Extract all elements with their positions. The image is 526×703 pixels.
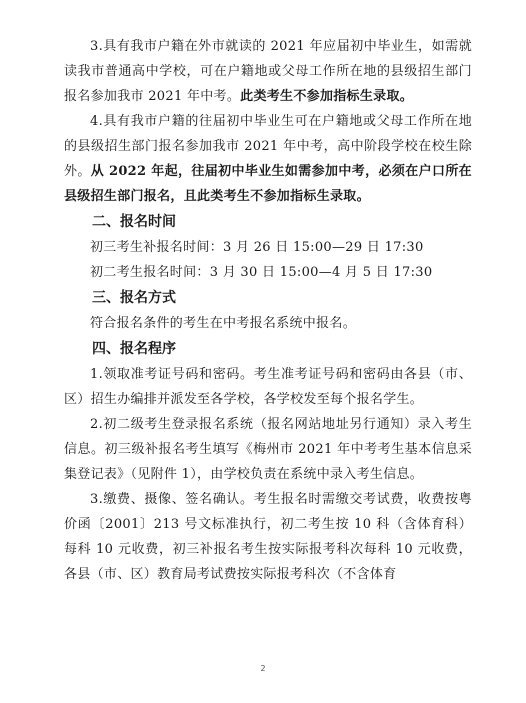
heading-registration-time: 二、报名时间 (92, 214, 176, 230)
paragraph-3-text: 3.具有我市户籍在外市就读的 2021 年应届初中毕业生，如需就读我市普通高中学校，可在户籍地或父母工作所在地的县级招生部门报名参加我市 2021 年中考。 (64, 39, 472, 104)
registration-time-grade2: 初二考生报名时间：3 月 30 日 15:00—4 月 5 日 17:30 (90, 265, 433, 280)
registration-method-text: 符合报名条件的考生在中考报名系统中报名。 (90, 316, 357, 331)
heading-registration-method: 三、报名方式 (92, 290, 176, 306)
procedure-step-2: 2.初二级考生登录报名系统（报名网站地址另行通知）录入考生信息。初三级补报名考生填写《梅州市 2021 年中考考生基本信息采集登记表》（见附件 1），由学校负责在系统中录入考生信息。 (64, 417, 472, 482)
heading-registration-procedure: 四、报名程序 (92, 341, 176, 357)
procedure-step-1: 1.领取准考证号码和密码。考生准考证号码和密码由各县（市、区）招生办编排并派发至各学校，各学校发至每个报名学生。 (64, 367, 472, 407)
procedure-step-3: 3.缴费、摄像、签名确认。考生报名时需缴交考试费，收费按粤价函〔2001〕213 号文标准执行，初二考生按 10 科（含体育科）每科 10 元收费，初三补报名考生按实际报考科次每科 10 元收费，各县（市、区）教育局考试费按实际报考科次（不含体育 (64, 492, 472, 582)
paragraph-4-text: 4.具有我市户籍的往届初中毕业生可在户籍地或父母工作所在地的县级招生部门报名参加我市 2021 年中考，高中阶段学校在校生除外。 (64, 114, 472, 179)
registration-time-grade3: 初三考生补报名时间：3 月 26 日 15:00—29 日 17:30 (90, 240, 424, 255)
paragraph-3 (64, 34, 472, 109)
page-number: 2 (260, 664, 266, 673)
document-body (64, 34, 472, 587)
paragraph-4-bold-text: 从 2022 年起，往届初中毕业生如需参加中考，必须在户口所在县级招生部门报名，且此类考生不参加指标生录取。 (64, 164, 472, 204)
paragraph-4 (64, 109, 472, 209)
paragraph-3-bold-text: 此类考生不参加指标生录取。 (240, 89, 414, 104)
